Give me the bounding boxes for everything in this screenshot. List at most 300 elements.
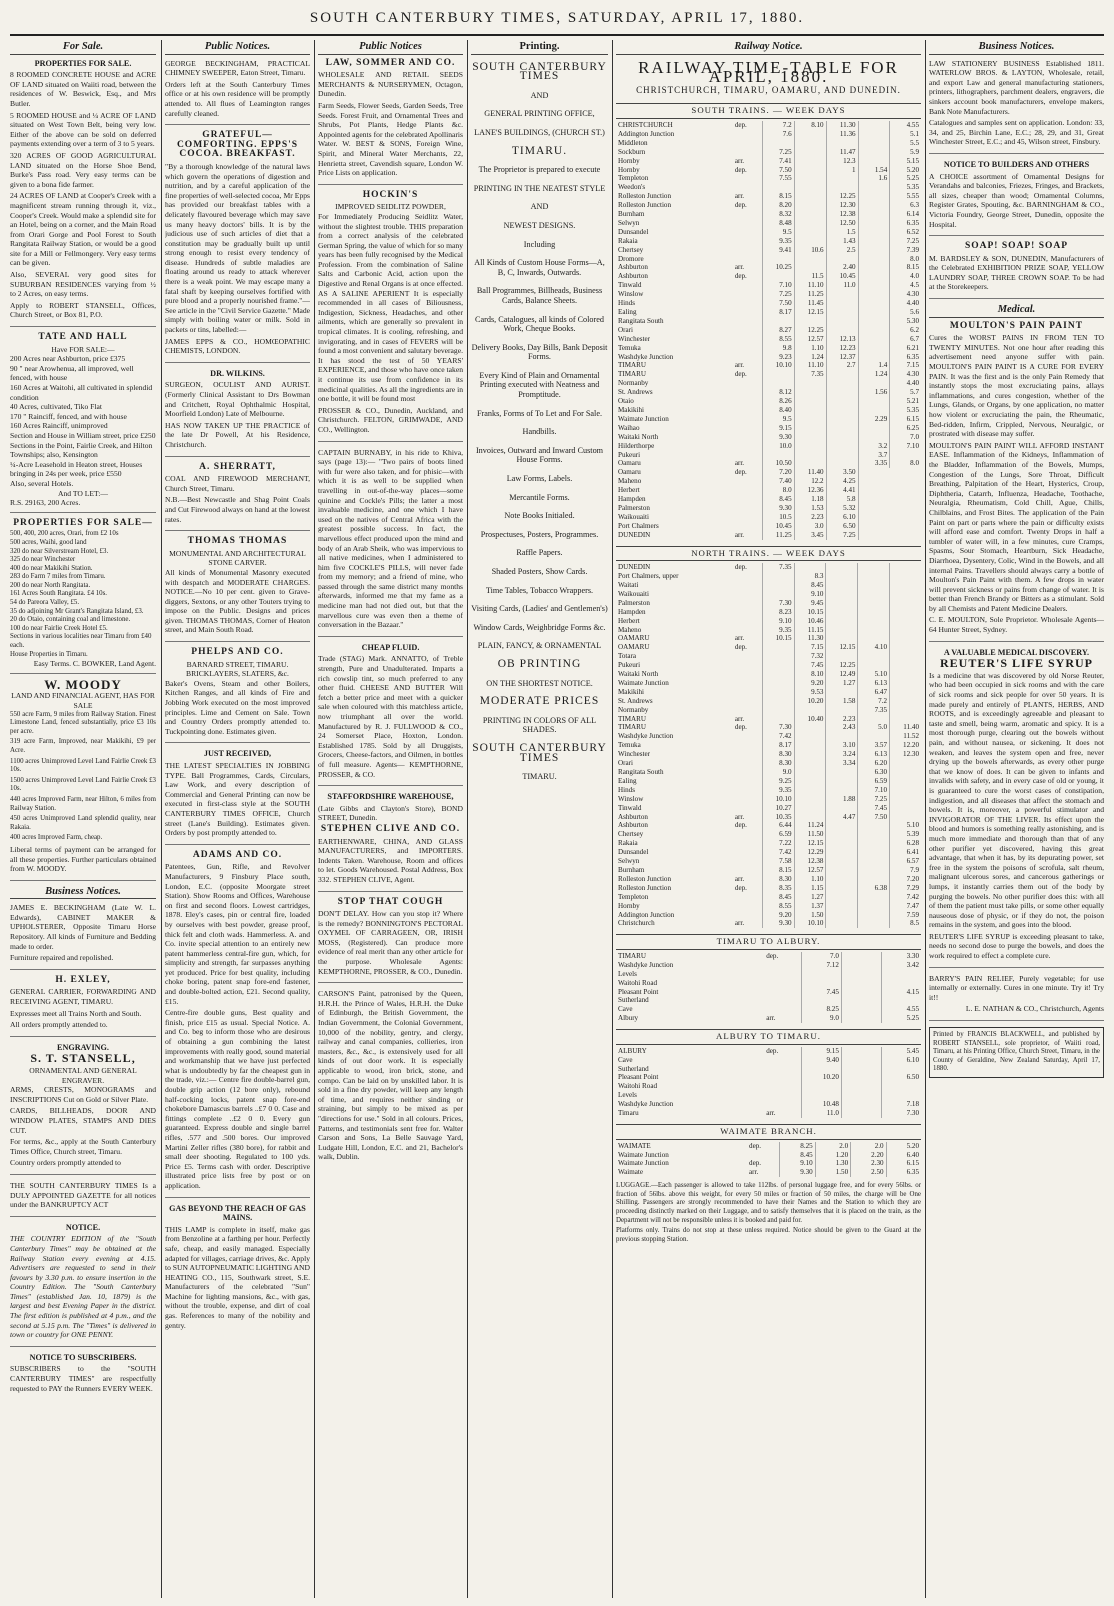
train-time: 9.40 (801, 1056, 841, 1065)
timetable-row (616, 1082, 921, 1091)
train-time (858, 732, 890, 741)
train-time: 8.25 (780, 1142, 815, 1151)
ad-title: SOAP! SOAP! SOAP (964, 241, 1069, 252)
train-time: 11.5 (794, 272, 826, 281)
dep-arr-mark (733, 866, 762, 875)
train-time: 10.0 (762, 442, 794, 451)
dep-arr-mark: arr. (749, 1168, 759, 1177)
train-time: 6.28 (890, 839, 921, 848)
train-time: 8.55 (762, 902, 794, 911)
timetable-row (616, 893, 921, 902)
ad-title: GRATEFUL—COMFORTING. EPPS'S COCOA. BREAKFAST. (176, 130, 299, 160)
train-time (858, 599, 890, 608)
printing-line: Delivery Books, Day Bills, Bank Deposit Forms. (471, 342, 608, 362)
station-name: OAMARU (618, 643, 650, 652)
station-name: Dunsandel (618, 848, 649, 857)
train-time (890, 786, 921, 795)
ad-title: THOMAS THOMAS (187, 536, 288, 547)
ad-text: DON'T DELAY. How can you stop it? Where is the remedy? BONNINGTON'S PECTORAL OXYMEL OF CARRAGEEN, OR, IRISH MOSS, (Registered). Can produce more evidence of real merit than any other article for the purpose. Wholesale Agents: KEMPTHORNE, PROSSER, & CO., Dunedin. (318, 909, 463, 976)
train-time: 2.43 (826, 723, 858, 732)
dep-arr-mark (733, 442, 762, 451)
timetable-row (616, 979, 921, 988)
timetable-row (616, 388, 921, 397)
dep-arr-mark: arr. (734, 156, 745, 165)
dep-arr-mark (764, 1091, 801, 1100)
train-time (826, 893, 858, 902)
station-name: Temuka (618, 741, 641, 750)
station-name: TIMARU (618, 370, 646, 379)
train-time: 6.13 (858, 750, 890, 759)
train-time: 6.38 (858, 884, 890, 893)
ad-hockins (318, 191, 463, 442)
train-time: 10.10 (794, 919, 826, 928)
train-time: 4.5 (890, 281, 921, 290)
train-time (826, 919, 858, 928)
station-name: Burnham (618, 210, 645, 219)
dep-arr-mark: dep. (734, 370, 747, 379)
train-time: 10.45 (762, 522, 794, 531)
train-time (841, 1047, 881, 1056)
train-time (841, 961, 881, 970)
dep-arr-mark (733, 433, 762, 442)
timetable-row (616, 902, 921, 911)
column-public-notices-2 (318, 40, 463, 1598)
train-time (890, 563, 921, 572)
train-time: 7.10 (890, 442, 921, 451)
train-time (826, 290, 858, 299)
train-time: 2.50 (851, 1168, 886, 1177)
ad-title: ENGRAVING. (57, 1042, 109, 1052)
ad-line: 200 Acres near Ashburton, price £375 (10, 354, 126, 364)
ad-thomas-thomas (165, 537, 310, 642)
dep-arr-mark (764, 1065, 801, 1074)
train-time: 12.25 (826, 661, 858, 670)
train-time: 7.59 (890, 911, 921, 920)
ad-law-sommer (318, 59, 463, 185)
train-time (762, 715, 794, 724)
train-time: 11.10 (794, 281, 826, 290)
dep-arr-mark: dep. (749, 1159, 762, 1168)
train-time (794, 732, 826, 741)
train-time: 11.15 (794, 626, 826, 635)
dep-arr-mark (733, 670, 762, 679)
column-divider (161, 40, 162, 1598)
station-name: Maheno (618, 625, 642, 634)
ad-line: 200 do near North Rangitata. (10, 581, 91, 589)
albury-timaru-heading: ALBURY TO TIMARU. (616, 1029, 921, 1045)
train-time: 7.47 (890, 902, 921, 911)
timetable-row (616, 866, 921, 875)
ad-subtitle: LAND AND FINANCIAL AGENT, HAS FOR SALE (11, 691, 155, 710)
train-time: 7.55 (762, 174, 794, 183)
train-time (841, 979, 881, 988)
ad-text: Is a medicine that was discovered by old Norse Reuter, who had been occupied in sick rooms and with the care of sick rooms and sick people for over 50 years. It is made purely and entirely of PLANTS, HERBS, AND ROOTS, and is exceedingly agreeable and pleasant to taste and smell, being warm, aromatic and spicy. It is a most thorough purge, clearing out the bowels without pain, and without nausea, or sickening. It does not weaken, and leaves the system open and free, never drying up the bowels afterwards, as every other purge that we know of does. It can be given to infants and invalids with safety, and in every case of old or young, it is guaranteed to cure the worst cases of constipation, indigestion, and all diseases that affect the stomach and bowels. It is, moreover, a powerful stimulator and INVIGORATOR OF THE LIVER. Its effect upon the blood and humors is something really astonishing, and is much more immediate and thorough than that of any other purifier yet discovered, having this great advantage, that when it has, by its depurating power, set free in the system the poisons of scrofula, salt rheum, malignant ulcerous sores, and cancerous gatherings or lumps, it instantly carries them out of the body by purging the bowels. No other purifier does this: with all of them the patient must take pills, or some other equally nauseous dose of physic, or if they do not, the poison remains in the system, and goes into the blood. (929, 670, 1104, 930)
train-time: 5.30 (890, 317, 921, 326)
ad-line: 319 acre Farm, Improved, near Makikihi, £9 per Acre. (10, 738, 156, 754)
train-time (858, 590, 890, 599)
printing-line: AND (530, 202, 549, 212)
timetable-row (616, 174, 921, 183)
train-time: 8.3 (794, 572, 826, 581)
train-time (858, 902, 890, 911)
timetable-row (616, 513, 921, 522)
train-time (794, 786, 826, 795)
dep-arr-mark (764, 1100, 801, 1109)
train-time: 9.25 (762, 777, 794, 786)
train-time (826, 626, 858, 635)
subheading: PROPERTIES FOR SALE. (34, 58, 132, 68)
timetable-row (616, 415, 921, 424)
train-time (858, 626, 890, 635)
dep-arr-mark (733, 581, 762, 590)
printing-line: Invoices, Outward and Inward Custom House Forms. (475, 445, 604, 465)
train-time: 5.45 (881, 1047, 921, 1056)
ad-line: Sections in various localities near Timaru from £40 each. (10, 633, 152, 650)
train-time (794, 228, 826, 237)
train-time: 1.15 (794, 884, 826, 893)
train-time: 6.2 (890, 326, 921, 335)
section-heading-for-sale: For Sale. (10, 42, 156, 55)
train-time: 6.59 (858, 777, 890, 786)
timetable-row (616, 299, 921, 308)
station-name: Waimate (618, 1168, 644, 1177)
train-time: 11.30 (826, 121, 858, 130)
train-time (858, 893, 890, 902)
train-time: 1.18 (794, 495, 826, 504)
train-time (762, 379, 794, 388)
ad-text: LAW STATIONERY BUSINESS Established 1811. WATERLOW BROS. & LAYTON, Wholesale, retail, and export Law and general manufacturing stationers, printers, lithographers, parchment dealers, engravers, die sinkers account book manufacturers, envelope makers, Bank Note Manufacturers. (929, 58, 1104, 116)
train-time: 8.15 (890, 263, 921, 272)
train-time (794, 148, 826, 157)
ad-text: Centre-fire double guns, Best quality and finish, price £15 as usual. Special Notice. A. and Co. beg to inform those who are desirous of obtaining a gun combining the latest improvements with really good, sound material and workmanship that we have just perfected what is undoubtedly by far the cheapest gun in the trade, viz.:— Centre fire double-barrel gun, double grip action (12 bore only), rebound half-cocking locks, patent snap fore-end chokebore Damascus barrels ..£7 0 0. Case and fittings complete ..£2 0 0. Every gun guaranteed. Express double and single barrel rifles, .577 and .500 bores. Our improved Martini Zeller rifles (380 bore), for rabbit and small deer shooting. Regulated to 100 yds. Price £5. Terms cash with order. Descriptive illustrated price lists free by post or on application. (165, 1008, 310, 1190)
train-time (794, 415, 826, 424)
ad-line: ¼-Acre Leasehold in Heaton street, Houses bringing in 24s per week, price £550 (10, 459, 143, 479)
train-time: 9.41 (762, 246, 794, 255)
timetable-row (616, 768, 921, 777)
train-time: 3.50 (826, 468, 858, 477)
dep-arr-mark (733, 388, 762, 397)
train-time: 8.27 (762, 326, 794, 335)
dep-arr-mark: arr. (734, 714, 745, 723)
train-time (858, 397, 890, 406)
train-time: 6.40 (886, 1151, 921, 1160)
train-time (858, 308, 890, 317)
train-time: 5.9 (890, 148, 921, 157)
station-name: Sutherland (618, 996, 649, 1005)
timetable-row (616, 379, 921, 388)
timetable-row (616, 504, 921, 513)
ad-text: A CHOICE assortment of Ornamental Designs for Verandahs and balconies, Friezes, Fringes, and Brackets, all sizes, cheaper than wood; Ornamental Columns, Register Grates, Spouting, &c. BARNINGHAM & CO., Victoria Foundry, George Street, Dunedin, opposite the Hospital. (929, 171, 1104, 229)
ad-engraving (10, 1043, 156, 1175)
train-time: 7.29 (890, 884, 921, 893)
train-time: 7.42 (762, 732, 794, 741)
train-time: 10.46 (794, 617, 826, 626)
train-time: 4.25 (826, 477, 858, 486)
timetable-row (616, 1142, 921, 1151)
ad-text: CARDS, BILLHEADS, DOOR AND WINDOW PLATES, STAMPS AND DIES CUT. (10, 1106, 156, 1135)
column-railway-notice (616, 40, 921, 1598)
train-time: 4.40 (890, 379, 921, 388)
train-time (858, 246, 890, 255)
printing-line: Shaded Posters, Show Cards. (491, 567, 588, 576)
train-time (794, 795, 826, 804)
dep-arr-mark: dep. (766, 1046, 779, 1055)
station-name: TIMARU (618, 714, 646, 723)
station-name: Waimate Junction (618, 678, 669, 687)
train-time: 8.25 (801, 1005, 841, 1014)
train-time: 1.43 (826, 237, 858, 246)
dep-arr-mark (733, 237, 762, 246)
train-time: 8.15 (762, 866, 794, 875)
train-time (858, 468, 890, 477)
section-heading-public-notices: Public Notices. (165, 42, 310, 55)
ad-text: THIS LAMP is complete in itself, make gas from Benzoline at a farthing per hour. Perfectly safe, cheap, and easily managed. Especially adapted for villages, carriage drives, &c. Apply to SUN AUTOPNEUMATIC LIGHTING AND HEATING CO., 115, Southwark street, S.E. Manufacturers of the celebrated "Sun" Machine for lighting mansions, &c., with gas, without the trouble, expense, and dirt of coal gas. References to many of the nobility and gentry. (165, 1224, 310, 1330)
train-time (794, 759, 826, 768)
train-time: 7.12 (801, 961, 841, 970)
train-time (890, 813, 921, 822)
printing-line: Including (523, 239, 556, 249)
station-name: Templeton (618, 174, 649, 183)
dep-arr-mark (733, 608, 762, 617)
ad-line: 320 do near Silverstream Hotel, £3. (10, 547, 109, 555)
train-time (826, 572, 858, 581)
timetable-row (616, 335, 921, 344)
ad-line: 450 acres Unimproved Land splendid quality, near Rakaia. (10, 815, 156, 831)
station-name: Rolleston Junction (618, 883, 672, 892)
ad-line: 440 acres Improved Farm, near Hilton, 6 miles from Railway Station. (10, 795, 156, 812)
train-time: 9.30 (762, 919, 794, 928)
dep-arr-mark (733, 661, 762, 670)
train-time: 10.25 (762, 263, 794, 272)
column-for-sale (10, 40, 156, 1598)
dep-arr-mark (733, 688, 762, 697)
ad-title: NOTICE TO BUILDERS AND OTHERS (943, 159, 1090, 169)
station-name: Rakaia (618, 839, 638, 848)
dep-arr-mark (733, 652, 762, 661)
train-time (858, 192, 890, 201)
ad-gazette (10, 1181, 156, 1217)
printing-line: Time Tables, Tobacco Wrappers. (485, 585, 594, 595)
property-item: Also, SEVERAL very good sites for SUBURBAN RESIDENCES varying from ½ to 2 Acres, on easy terms. (10, 270, 156, 299)
train-time: 10.48 (801, 1100, 841, 1109)
timetable-row (616, 397, 921, 406)
train-time: 5.39 (890, 830, 921, 839)
timetable-row (616, 1047, 921, 1056)
train-time (826, 397, 858, 406)
station-name: Tinwald (618, 281, 642, 290)
ad-text: THE SOUTH CANTERBURY TIMES Is a DULY APPOINTED GAZETTE for all notices under the BANKRUPTCY ACT (10, 1180, 156, 1210)
timetable-row (616, 406, 921, 415)
timetable-row (616, 706, 921, 715)
dep-arr-mark (733, 335, 762, 344)
train-time: 7.2 (762, 121, 794, 130)
train-time: 7.30 (762, 723, 794, 732)
train-time: 8.45 (780, 1151, 815, 1160)
train-time (794, 777, 826, 786)
timetable-row (616, 1151, 921, 1160)
train-time: 6.13 (858, 679, 890, 688)
train-time: 8.10 (794, 121, 826, 130)
train-time: 8.48 (762, 219, 794, 228)
timetable-row (616, 192, 921, 201)
ad-title: HOCKIN'S (362, 189, 419, 200)
dep-arr-mark: arr. (734, 459, 745, 468)
dep-arr-mark: arr. (734, 919, 745, 928)
timetable-row (616, 1005, 921, 1014)
dep-arr-mark (733, 522, 762, 531)
train-time (890, 679, 921, 688)
train-time: 10.10 (762, 361, 794, 370)
timetable-row (616, 741, 921, 750)
ad-just-received (165, 749, 310, 844)
station-name: Ealing (618, 776, 637, 785)
dep-arr-mark: dep. (734, 723, 747, 732)
train-time: 9.15 (801, 1047, 841, 1056)
train-time: 8.30 (762, 750, 794, 759)
albury-timaru-table (616, 1047, 921, 1118)
train-time: 2.29 (858, 415, 890, 424)
train-time: 4.41 (826, 486, 858, 495)
train-time (890, 643, 921, 652)
train-time (826, 406, 858, 415)
train-time (826, 875, 858, 884)
ad-line: 500, 400, 200 acres, Orari, from £2 10s (10, 530, 119, 538)
train-time (826, 424, 858, 433)
train-time: 10.27 (762, 804, 794, 813)
train-time (762, 688, 794, 697)
dep-arr-mark (764, 979, 801, 988)
station-name: Pukeuri (618, 661, 641, 670)
ad-subscribers (10, 1353, 156, 1393)
train-time: 6.44 (762, 821, 794, 830)
train-time: 7.2 (858, 697, 890, 706)
ad-line: 550 acre Farm, 9 miles from Railway Station. Finest Limestone Land, fenced substantially, price £3 10s per acre. (10, 710, 156, 735)
station-name: Makikihi (618, 687, 645, 696)
timetable-row (616, 486, 921, 495)
train-time: 9.5 (762, 415, 794, 424)
train-time: 11.45 (794, 299, 826, 308)
timetable-row (616, 495, 921, 504)
station-name: Ashburton (618, 263, 648, 272)
train-time: 6.25 (890, 424, 921, 433)
ad-builders (929, 160, 1104, 236)
train-time (762, 679, 794, 688)
ad-pretitle: A VALUABLE MEDICAL DISCOVERY. (943, 647, 1090, 657)
train-time (858, 228, 890, 237)
timetable-row (616, 361, 921, 370)
train-time: 11.0 (801, 1109, 841, 1118)
ad-text: GENERAL CARRIER, FORWARDING AND RECEIVING AGENT, TIMARU. (10, 987, 156, 1007)
timetable-row (616, 424, 921, 433)
train-time (858, 317, 890, 326)
timetable-row (616, 263, 921, 272)
ad-text: "By a thorough knowledge of the natural laws which govern the operations of digestion and nutrition, and by a careful application of the fine properties of well-selected cocoa, Mr Epps has provided our breakfast tables with a delicately flavoured beverage which may save us many heavy doctors' bills. It is by the judicious use of such articles of diet that a constitution may be gradually built up until strong enough to resist every tendency of disease. Hundreds of subtle maladies are floating around us ready to attack wherever there is a weak point. We may escape many a fatal shaft by keeping ourselves fortified with pure blood and a properly nourished frame."—See article in the "Civil Service Gazette." Made simply with boiling water or milk. Sold in packets or tins, labelled:— (165, 161, 310, 335)
timetable-row (616, 795, 921, 804)
dep-arr-mark (733, 795, 762, 804)
dep-arr-mark: arr. (734, 812, 745, 821)
train-time: 6.15 (890, 415, 921, 424)
train-time: 12.36 (794, 486, 826, 495)
dep-arr-mark (733, 486, 762, 495)
train-time (826, 617, 858, 626)
ad-text: THE LATEST SPECIALTIES IN JOBBING TYPE. Ball Programmes, Cards, Circulars, Law Work, and every description of Commercial and General Printing can now be executed in first-class style at the SOUTH CANTERBURY TIMES OFFICE, Church street (Lane's Building). Estimates given. Orders by post promptly attended to. (165, 761, 310, 838)
ad-title: GAS BEYOND THE REACH OF GAS MAINS. (169, 1203, 306, 1223)
printing-line: SOUTH CANTERBURY TIMES (472, 741, 607, 764)
train-time: 10.20 (794, 697, 826, 706)
ad-line: 40 Acres, cultivated, Tiko Flat (10, 402, 102, 412)
dep-arr-mark (764, 1005, 801, 1014)
timetable-row (616, 626, 921, 635)
timetable-row (616, 130, 921, 139)
week-days-label: WEEK DAYS (786, 547, 846, 558)
ad-subtitle: Have FOR SALE:— (51, 344, 115, 354)
ad-text: EARTHENWARE, CHINA, AND GLASS MANUFACTURERS, and IMPORTERS. Indents Taken. Warehouse, Room and offices to let. Goods Warehoused. Postal Address, Box 332. STEPHEN CLIVE, Agent. (318, 836, 463, 884)
train-time (841, 1091, 881, 1100)
train-time (858, 255, 890, 264)
station-name: Rolleston Junction (618, 201, 672, 210)
train-time: 12.38 (794, 857, 826, 866)
train-time: 7.25 (762, 148, 794, 157)
timetable-row (616, 344, 921, 353)
timetable-row (616, 857, 921, 866)
train-time: 9.5 (762, 228, 794, 237)
train-time: 11.24 (794, 821, 826, 830)
train-time (826, 433, 858, 442)
train-time: 10.50 (762, 459, 794, 468)
station-name: Waikouaiti (618, 512, 649, 521)
dep-arr-mark: dep. (734, 468, 747, 477)
ad-dr-wilkins (165, 369, 310, 457)
platform-notice: Platforms only. Trains do not stop at these unless required. Notice should be given to the Guard at the previous stopping Station. (616, 1227, 921, 1243)
timetable-row (616, 183, 921, 192)
timetable-row (616, 970, 921, 979)
station-name: Hinds (618, 785, 635, 794)
ad-line: Section and House in William street, price £250 (10, 430, 156, 440)
station-name: Orari (618, 759, 633, 768)
ad-text: Furniture repaired and repolished. (10, 953, 114, 963)
train-time: 1.10 (794, 875, 826, 884)
station-name: Oamaru (618, 468, 641, 477)
train-time (794, 804, 826, 813)
train-time (858, 522, 890, 531)
dep-arr-mark: dep. (749, 1141, 762, 1150)
train-time: 5.10 (890, 821, 921, 830)
train-time: 11.0 (826, 281, 858, 290)
timetable-row (616, 353, 921, 362)
train-time: 7.35 (794, 370, 826, 379)
timetable-row (616, 919, 921, 928)
train-time (841, 996, 881, 1005)
train-time (858, 219, 890, 228)
timetable-row (616, 813, 921, 822)
train-time (762, 317, 794, 326)
dep-arr-mark (733, 451, 762, 460)
timetable-row (616, 201, 921, 210)
ad-subtitle: MONUMENTAL AND ARCHITECTURAL STONE CARVER. (169, 548, 306, 568)
train-time: 11.36 (826, 130, 858, 139)
property-item: 8 ROOMED CONCRETE HOUSE and ACRE OF LAND situated on Waiiti road, between the residences of W. Beswick, Esq., and Mrs Butler. (10, 70, 156, 108)
train-time (890, 768, 921, 777)
train-time (801, 1065, 841, 1074)
station-name: Cave (618, 1005, 633, 1014)
column-divider (925, 40, 926, 1598)
train-time: 8.0 (890, 459, 921, 468)
train-time: 12.29 (794, 848, 826, 857)
dep-arr-mark (764, 1082, 801, 1091)
column-business-medical (929, 40, 1104, 1598)
train-time: 9.0 (762, 768, 794, 777)
station-name: DUNEDIN (618, 530, 651, 539)
